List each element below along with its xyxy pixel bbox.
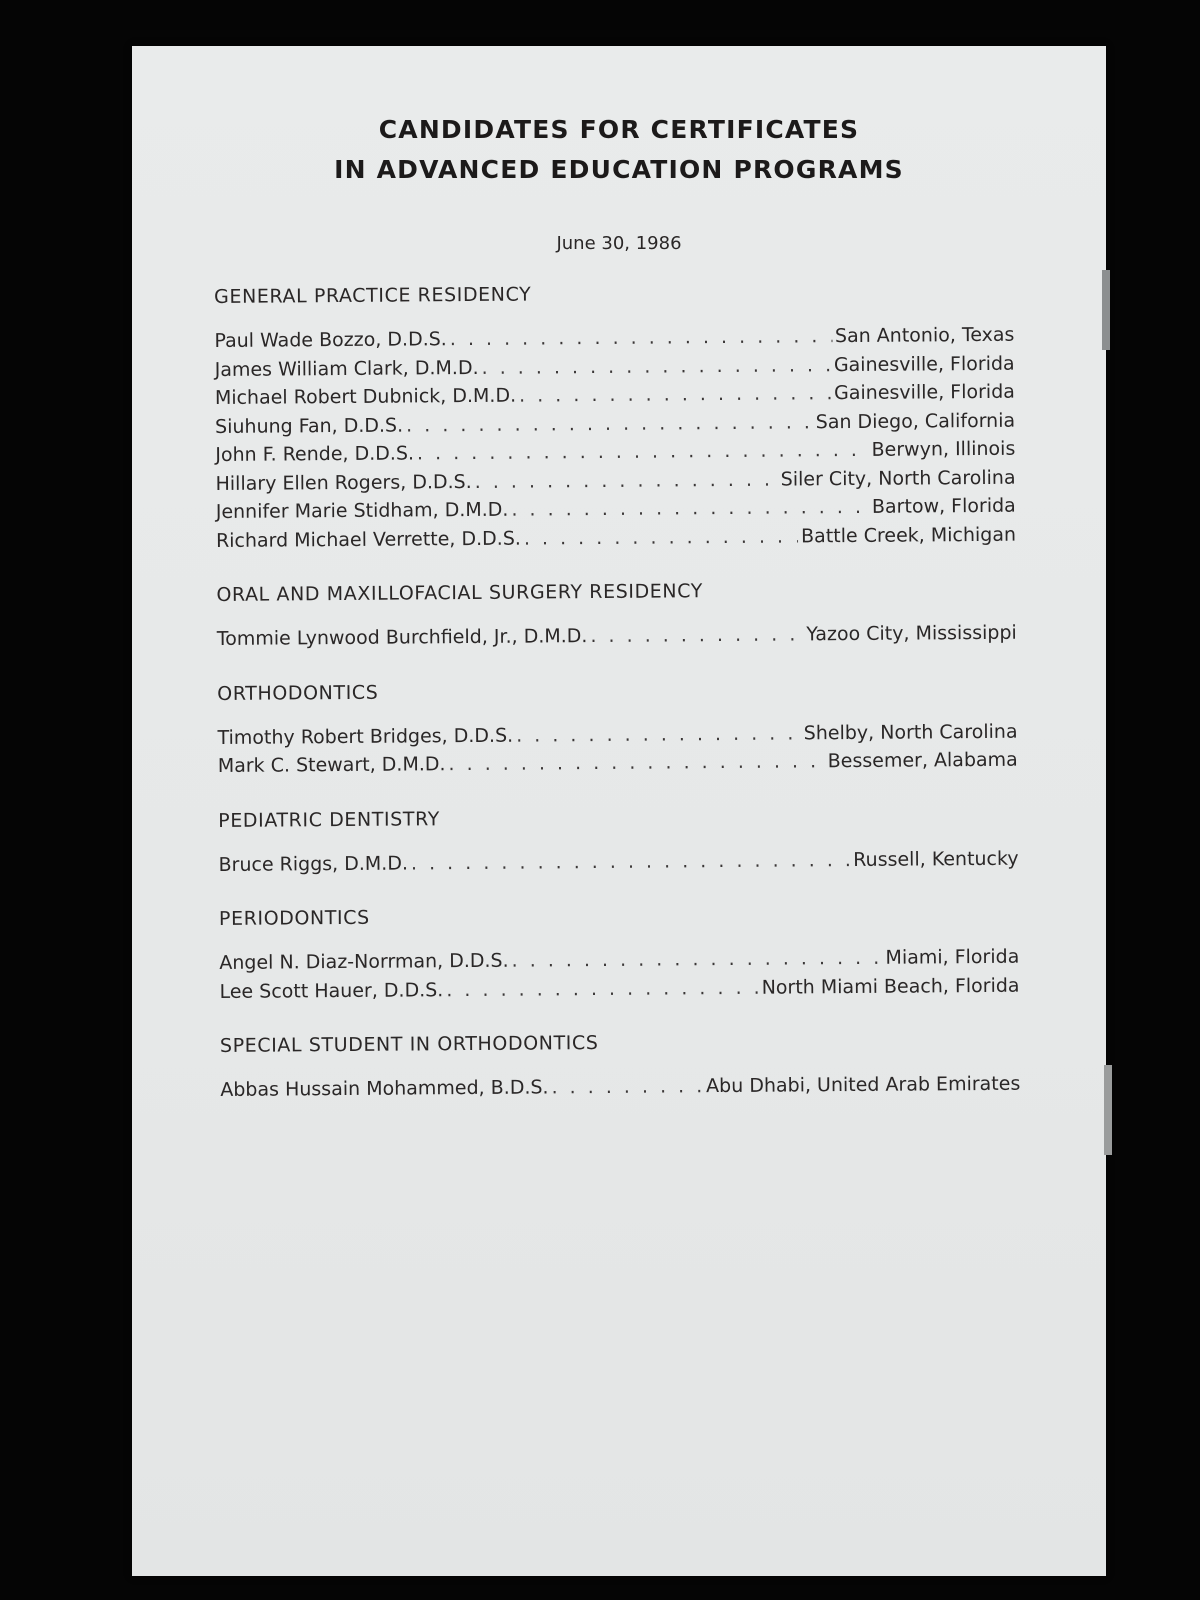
section-title: PERIODONTICS bbox=[218, 906, 370, 930]
candidate-entry bbox=[219, 971, 1019, 1006]
candidate-name: John F. Rende, D.D.S. bbox=[215, 442, 415, 466]
dot-leader bbox=[448, 747, 824, 778]
candidate-hometown: Shelby, North Carolina bbox=[803, 720, 1018, 744]
candidate-name: Mark C. Stewart, D.M.D. bbox=[217, 753, 446, 777]
candidate-entry bbox=[218, 746, 1018, 781]
candidate-entry bbox=[220, 1070, 1020, 1105]
dot-leader bbox=[417, 436, 869, 468]
program-section bbox=[216, 576, 1017, 654]
candidate-hometown: San Diego, California bbox=[815, 409, 1016, 433]
candidate-name: Richard Michael Verrette, D.D.S. bbox=[215, 527, 521, 552]
program-section bbox=[220, 1027, 1021, 1105]
program-section bbox=[214, 278, 1016, 555]
candidate-name: Jennifer Marie Stidham, D.M.D. bbox=[215, 498, 509, 523]
dot-leader bbox=[551, 1072, 703, 1102]
dot-leader bbox=[516, 719, 801, 750]
candidate-name: Tommie Lynwood Burchfield, Jr., D.M.D. bbox=[216, 625, 588, 650]
section-title: PEDIATRIC DENTISTRY bbox=[218, 807, 440, 832]
candidate-hometown: Siler City, North Carolina bbox=[780, 466, 1016, 491]
title-line-1: CANDIDATES FOR CERTIFICATES bbox=[378, 115, 860, 144]
section-title: ORTHODONTICS bbox=[217, 681, 379, 705]
candidate-entry bbox=[217, 619, 1017, 654]
candidate-hometown: Battle Creek, Michigan bbox=[801, 523, 1017, 547]
section-title: GENERAL PRACTICE RESIDENCY bbox=[214, 283, 532, 308]
dot-leader bbox=[524, 522, 798, 553]
candidate-hometown: San Antonio, Texas bbox=[834, 323, 1015, 348]
dot-leader bbox=[406, 408, 813, 440]
dot-leader bbox=[450, 322, 832, 354]
candidate-entry bbox=[218, 844, 1018, 879]
page-title bbox=[132, 110, 1106, 190]
candidate-hometown: North Miami Beach, Florida bbox=[761, 974, 1020, 999]
dot-leader bbox=[519, 379, 831, 410]
staple-mark bbox=[1102, 270, 1110, 350]
candidate-hometown: Russell, Kentucky bbox=[853, 847, 1019, 871]
candidate-hometown: Yazoo City, Mississippi bbox=[806, 621, 1017, 646]
candidate-hometown: Gainesville, Florida bbox=[833, 352, 1015, 376]
candidate-name: James William Clark, D.M.D. bbox=[214, 356, 479, 381]
section-title: SPECIAL STUDENT IN ORTHODONTICS bbox=[219, 1032, 599, 1057]
candidate-name: Siuhung Fan, D.D.S. bbox=[215, 414, 404, 438]
candidate-hometown: Bessemer, Alabama bbox=[827, 748, 1018, 773]
dot-leader bbox=[511, 493, 869, 524]
candidate-name: Hillary Ellen Rogers, D.D.S. bbox=[215, 470, 472, 495]
candidate-name: Angel N. Diaz-Norrman, D.D.S. bbox=[219, 949, 509, 974]
dot-leader bbox=[590, 620, 803, 650]
candidate-hometown: Bartow, Florida bbox=[871, 494, 1016, 518]
program-section bbox=[218, 801, 1019, 879]
candidate-name: Lee Scott Hauer, D.D.S. bbox=[219, 978, 444, 1003]
title-line-2: IN ADVANCED EDUCATION PROGRAMS bbox=[334, 155, 904, 184]
candidate-hometown: Miami, Florida bbox=[885, 945, 1020, 969]
candidate-name: Michael Robert Dubnick, D.M.D. bbox=[214, 384, 517, 409]
section-title: ORAL AND MAXILLOFACIAL SURGERY RESIDENCY bbox=[216, 580, 703, 606]
dot-leader bbox=[475, 465, 778, 496]
dot-leader bbox=[481, 351, 831, 382]
candidate-entry bbox=[216, 520, 1016, 555]
program-section bbox=[217, 674, 1018, 780]
candidate-name: Bruce Riggs, D.M.D. bbox=[218, 851, 409, 876]
candidate-name: Timothy Robert Bridges, D.D.S. bbox=[217, 724, 514, 749]
candidate-hometown: Abu Dhabi, United Arab Emirates bbox=[706, 1072, 1021, 1098]
candidate-name: Paul Wade Bozzo, D.D.S. bbox=[214, 328, 447, 352]
candidate-name: Abbas Hussain Mohammed, B.D.S. bbox=[220, 1076, 549, 1101]
candidate-hometown: Gainesville, Florida bbox=[834, 380, 1015, 405]
program-sections bbox=[214, 278, 1021, 1132]
program-section bbox=[219, 900, 1020, 1006]
dot-leader bbox=[446, 973, 759, 1004]
staple-mark bbox=[1104, 1065, 1112, 1155]
dot-leader bbox=[512, 944, 883, 975]
dot-leader bbox=[411, 846, 851, 878]
program-page bbox=[132, 46, 1106, 1576]
ceremony-date: June 30, 1986 bbox=[556, 233, 682, 254]
candidate-hometown: Berwyn, Illinois bbox=[871, 437, 1016, 461]
